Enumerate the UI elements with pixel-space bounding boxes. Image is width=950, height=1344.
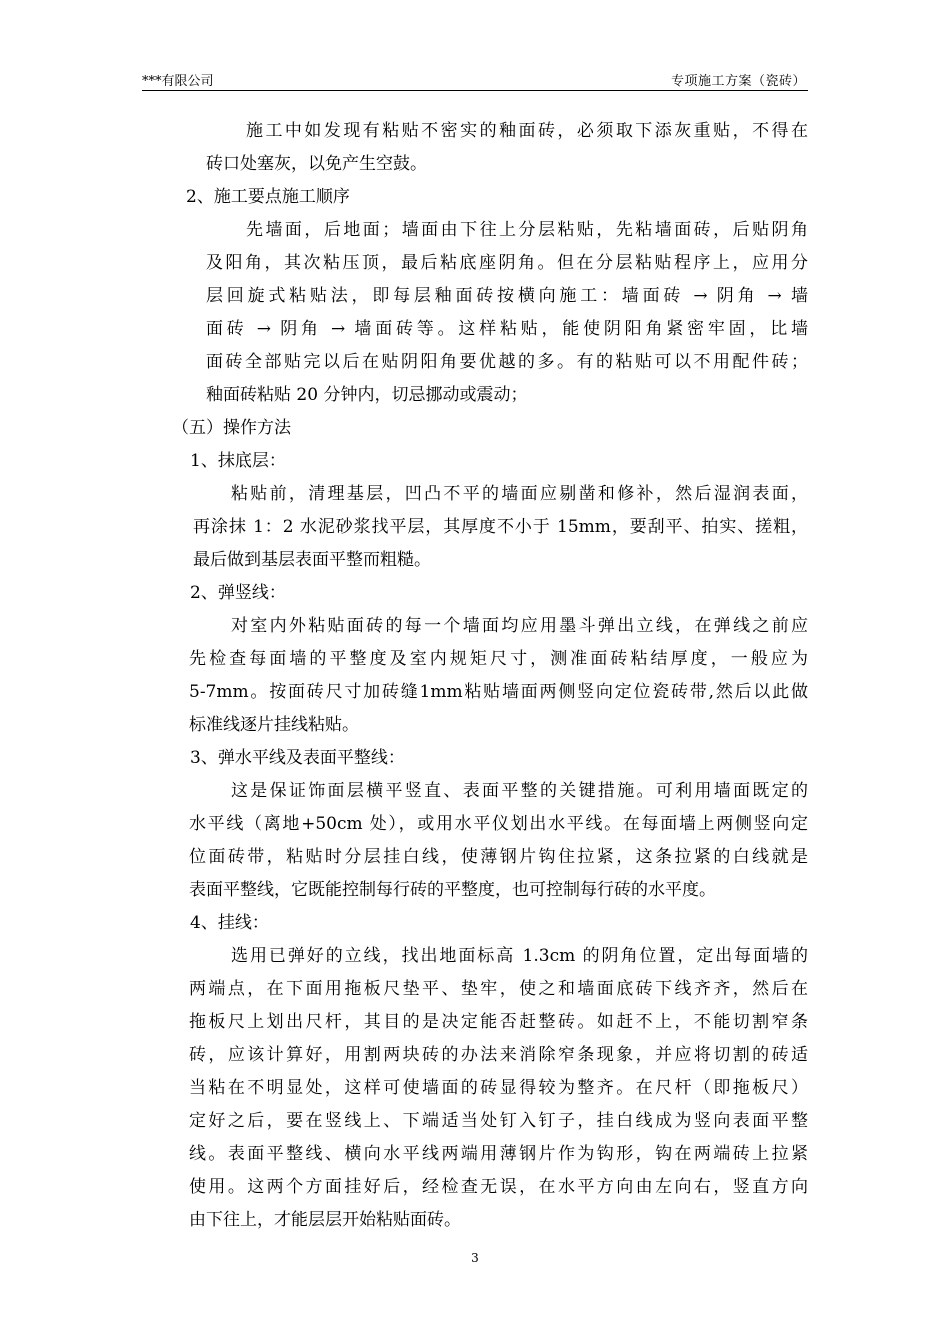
paragraph-line: 最后做到基层表面平整而粗糙。 <box>193 550 431 570</box>
section-heading: 2、施工要点施工顺序 <box>186 187 350 207</box>
paragraph-line: 砖口处塞灰，以免产生空鼓。 <box>206 154 427 174</box>
paragraph-line: 由下往上，才能层层开始粘贴面砖。 <box>189 1210 461 1230</box>
paragraph-line: 水平线（离地+50cm 处），或用水平仪划出水平线。在每面墙上两侧竖向定 <box>189 814 808 834</box>
paragraph-line: 粘贴前，清理基层，凹凸不平的墙面应剔凿和修补，然后湿润表面， <box>231 484 808 504</box>
paragraph-line: 使用。这两个方面挂好后，经检查无误，在水平方向由左向右，竖直方向 <box>189 1177 808 1197</box>
section-heading: 2、弹竖线： <box>190 583 286 603</box>
paragraph-line: 面砖 → 阴角 → 墙面砖等。这样粘贴，能使阴阳角紧密牢固，比墙 <box>206 319 808 339</box>
paragraph-line: 对室内外粘贴面砖的每一个墙面均应用墨斗弹出立线，在弹线之前应 <box>231 616 808 636</box>
paragraph-line: 面砖全部贴完以后在贴阴阳角要优越的多。有的粘贴可以不用配件砖； <box>206 352 808 372</box>
section-heading: 1、抹底层： <box>190 451 286 471</box>
paragraph-line: 先墙面，后地面；墙面由下往上分层粘贴，先粘墙面砖，后贴阴角 <box>246 220 808 240</box>
paragraph-line: 及阳角，其次粘压顶，最后粘底座阴角。但在分层粘贴程序上，应用分 <box>206 253 808 273</box>
paragraph-line: 这是保证饰面层横平竖直、表面平整的关键措施。可利用墙面既定的 <box>231 781 808 801</box>
header-company: ***有限公司 <box>142 74 214 89</box>
section-heading: 4、挂线： <box>190 913 269 933</box>
section-heading: （五）操作方法 <box>172 418 291 438</box>
paragraph-line: 砖，应该计算好，用割两块砖的办法来消除窄条现象，并应将切割的砖适 <box>189 1045 808 1065</box>
paragraph-line: 位面砖带，粘贴时分层挂白线，使薄钢片钩住拉紧，这条拉紧的白线就是 <box>189 847 808 867</box>
paragraph-line: 标准线逐片挂线粘贴。 <box>189 715 359 735</box>
paragraph-line: 线。表面平整线、横向水平线两端用薄钢片作为钩形，钩在两端砖上拉紧 <box>189 1144 808 1164</box>
paragraph-line: 表面平整线，它既能控制每行砖的平整度，也可控制每行砖的水平度。 <box>189 880 716 900</box>
section-heading: 3、弹水平线及表面平整线： <box>190 748 405 768</box>
paragraph-line: 当粘在不明显处，这样可使墙面的砖显得较为整齐。在尺杆（即拖板尺） <box>189 1078 808 1098</box>
paragraph-line: 再涂抹 1：2 水泥砂浆找平层，其厚度不小于 15mm，要刮平、拍实、搓粗， <box>193 517 808 537</box>
paragraph-line: 釉面砖粘贴 20 分钟内，切忌挪动或震动； <box>206 385 528 405</box>
paragraph-line: 先检查每面墙的平整度及室内规矩尺寸，测准面砖粘结厚度，一般应为 <box>189 649 808 669</box>
page-number: 3 <box>471 1251 479 1265</box>
paragraph-line: 定好之后，要在竖线上、下端适当处钉入钉子，挂白线成为竖向表面平整 <box>189 1111 808 1131</box>
paragraph-line: 5-7mm。按面砖尺寸加砖缝1mm粘贴墙面两侧竖向定位瓷砖带,然后以此做 <box>189 682 808 702</box>
paragraph-line: 层回旋式粘贴法，即每层釉面砖按横向施工：墙面砖 → 阴角 → 墙 <box>206 286 808 306</box>
paragraph-line: 施工中如发现有粘贴不密实的釉面砖，必须取下添灰重贴，不得在 <box>246 121 808 141</box>
paragraph-line: 两端点，在下面用拖板尺垫平、垫牢，使之和墙面底砖下线齐齐，然后在 <box>189 979 808 999</box>
header-doc-title: 专项施工方案（瓷砖） <box>670 74 806 89</box>
paragraph-line: 选用已弹好的立线，找出地面标高 1.3cm 的阴角位置，定出每面墙的 <box>231 946 808 966</box>
paragraph-line: 拖板尺上划出尺杆，其目的是决定能否赶整砖。如赶不上，不能切割窄条 <box>189 1012 808 1032</box>
